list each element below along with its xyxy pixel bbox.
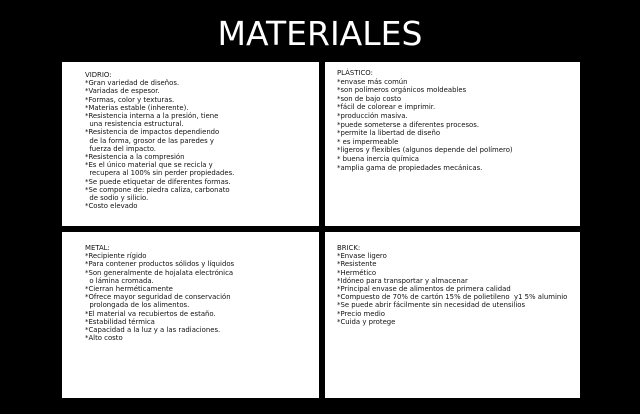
- list-item: *Es el único material que se recicla y: [85, 161, 213, 170]
- card-title: VIDRIO:: [85, 71, 112, 79]
- list-item: *Recipiente rígido: [85, 252, 147, 261]
- list-item: *Gran variedad de diseños.: [85, 79, 180, 88]
- list-item: *Principal envase de alimentos de primera calidad: [337, 285, 511, 294]
- list-item: *El material va recubiertos de estaño.: [85, 309, 216, 318]
- card-metal: [62, 232, 319, 398]
- list-item: *Estabilidad térmica: [85, 317, 155, 326]
- list-item: fuerza del impacto.: [85, 144, 156, 153]
- list-item: *Resistente: [337, 260, 377, 269]
- list-item: *Resistencia de impactos dependiendo: [85, 128, 220, 137]
- card-plastico: [325, 62, 580, 226]
- item-list: [85, 79, 319, 210]
- list-item: * buena inercia química: [337, 154, 420, 163]
- list-item: *fácil de colorear e imprimir.: [337, 103, 436, 112]
- item-list: [85, 252, 319, 342]
- list-item: *Idóneo para transportar y almacenar: [337, 276, 468, 285]
- list-item: *Son generalmente de hojalata electrónica: [85, 268, 234, 277]
- list-item: *Formas, color y texturas.: [85, 95, 175, 104]
- list-item: *Resistencia interna a la presión, tiene: [85, 112, 219, 121]
- list-item: *Capacidad a la luz y a las radiaciones.: [85, 326, 221, 335]
- list-item: *Cuida y protege: [337, 317, 396, 326]
- list-item: *Compuesto de 70% de cartón 15% de polietileno y1 5% aluminio: [337, 293, 568, 302]
- list-item: *envase más común: [337, 77, 408, 86]
- list-item: *Hermético: [337, 268, 377, 277]
- list-item: *son polímeros orgánicos moldeables: [337, 86, 467, 95]
- list-item: *Materias estable (inherente).: [85, 103, 189, 112]
- card-title: PLÁSTICO:: [337, 69, 373, 77]
- list-item: *producción masiva.: [337, 111, 408, 120]
- card-brick: [325, 232, 580, 398]
- card-title: METAL:: [85, 244, 110, 252]
- item-list: [337, 78, 580, 173]
- list-item: *Se puede abrir fácilmente sin necesidad de utensilios: [337, 301, 526, 310]
- list-item: *ligeros y flexibles (algunos depende del polímero): [337, 146, 513, 155]
- list-item: *Resistencia a la compresión: [85, 153, 185, 162]
- list-item: *Cierran herméticamente: [85, 285, 173, 294]
- list-item: *Variadas de espesor.: [85, 87, 160, 96]
- list-item: de la forma, grosor de las paredes y: [85, 136, 214, 145]
- list-item: *son de bajo costo: [337, 94, 402, 103]
- list-item: recupera al 100% sin perder propiedades.: [85, 169, 235, 178]
- list-item: *Costo elevado: [85, 202, 138, 211]
- list-item: una resistencia estructural.: [85, 120, 184, 129]
- list-item: *Envase ligero: [337, 252, 387, 261]
- list-item: o lámina cromada.: [85, 276, 154, 285]
- list-item: *Se compone de: piedra caliza, carbonato: [85, 185, 230, 194]
- list-item: *Ofrece mayor seguridad de conservación: [85, 293, 231, 302]
- list-item: *amplia gama de propiedades mecánicas.: [337, 163, 483, 172]
- list-item: de sodio y silicio.: [85, 194, 149, 203]
- list-item: *Para contener productos sólidos y líquidos: [85, 260, 235, 269]
- card-vidrio: [62, 62, 319, 226]
- list-item: *Precio medio: [337, 309, 385, 318]
- list-item: *Alto costo: [85, 334, 123, 343]
- page-title: MATERIALES: [217, 14, 423, 53]
- list-item: * es impermeable: [337, 137, 399, 146]
- list-item: *Se puede etiquetar de diferentes formas.: [85, 177, 231, 186]
- list-item: *permite la libertad de diseño: [337, 129, 441, 138]
- item-list: [337, 252, 580, 326]
- list-item: *puede someterse a diferentes procesos.: [337, 120, 480, 129]
- card-title: BRICK:: [337, 244, 361, 252]
- list-item: prolongada de los alimentos.: [85, 301, 190, 310]
